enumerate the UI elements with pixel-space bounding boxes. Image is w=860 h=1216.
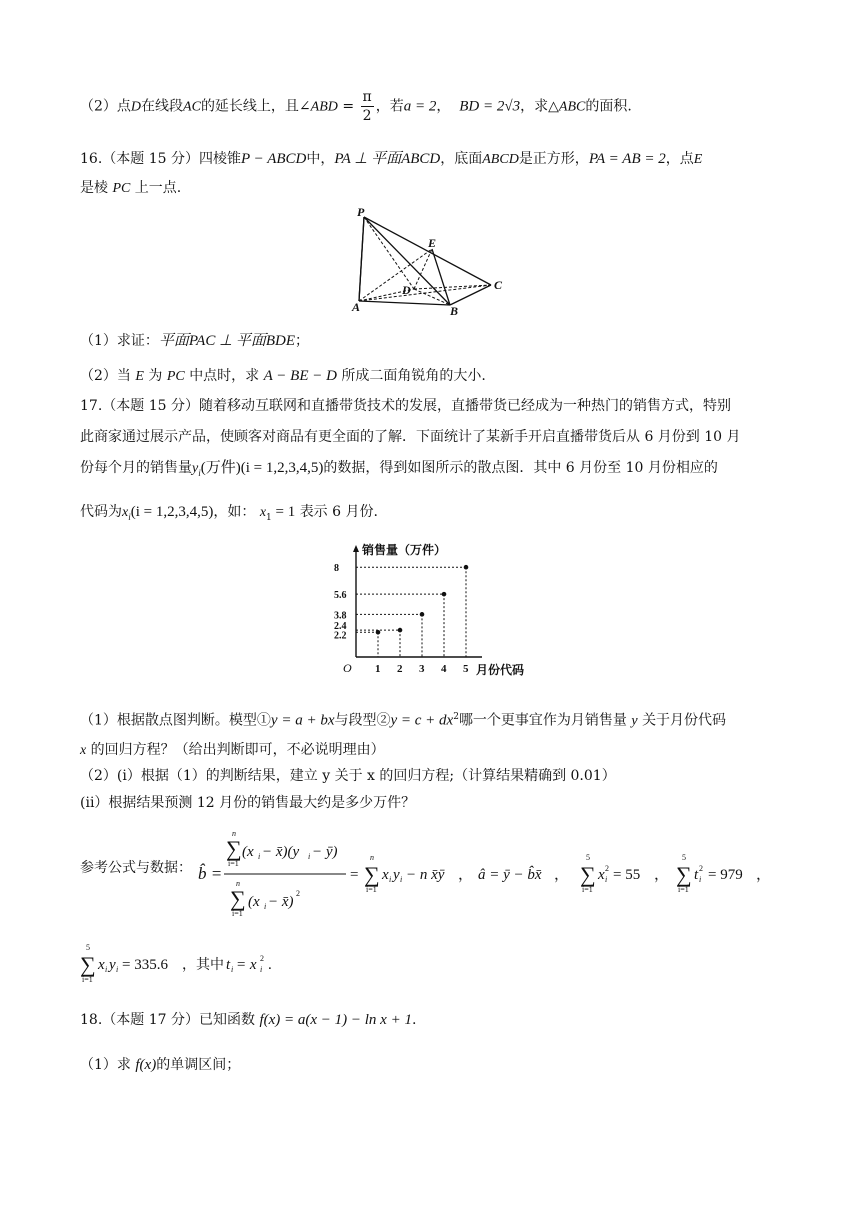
svg-text:i: i	[308, 852, 311, 861]
math: (i = 1,2,3,4,5)	[130, 504, 214, 520]
svg-text:− x̄)(y: − x̄)(y	[262, 844, 300, 860]
denominator: 2	[362, 108, 372, 124]
svg-text:n: n	[370, 853, 374, 862]
svg-text:i=1: i=1	[582, 885, 593, 894]
math: PA ⊥ 平面ABCD	[334, 151, 441, 167]
x-tick-label: 1	[375, 663, 381, 675]
q17-line1: 17.（本题 15 分）随着移动互联网和直播带货技术的发展，直播带货已经成为一种热门的销售方式，特别	[80, 398, 731, 414]
text: 的延长线上，且∠	[200, 98, 311, 115]
numerator: π	[362, 89, 372, 105]
q17-line2: 此商家通过展示产品，使顾客对商品有更全面的了解．下面统计了某新手开启直播带货后从 6 月份到 10 月	[80, 429, 741, 445]
pyramid-figure	[350, 205, 520, 317]
var: E	[135, 369, 144, 384]
svg-text:2: 2	[699, 864, 703, 873]
var: x	[80, 743, 87, 758]
svg-text:∑: ∑	[364, 862, 380, 887]
text: 参考公式与数据：	[80, 860, 192, 876]
ref-eq: = x	[236, 957, 257, 973]
q16-line1	[80, 149, 702, 170]
pi-over-2	[361, 88, 374, 125]
var: D	[130, 99, 142, 115]
label-a: A	[352, 300, 361, 314]
svg-text:i=1: i=1	[228, 859, 239, 868]
origin-label: O	[343, 661, 352, 675]
var: y	[192, 461, 199, 476]
text: ，求△	[520, 98, 559, 115]
svg-text:∑: ∑	[80, 952, 96, 977]
label-d: D	[402, 283, 411, 297]
var: x	[122, 505, 129, 520]
svg-text:y: y	[393, 867, 400, 883]
svg-text:5: 5	[86, 943, 90, 952]
svg-text:i: i	[260, 965, 263, 974]
q17-line4: 代码为$x_i(i = 1,2,3,4,5)$，如： $x_1 = 1$ 表示 6 月份.	[80, 504, 378, 523]
text: 哪一个更事宜作为月销售量	[458, 712, 627, 729]
x-tick-label: 5	[463, 663, 469, 675]
q16-part2	[80, 366, 486, 387]
var: AC	[183, 99, 201, 115]
text: 的回归方程？（给出判断即可，不必说明理由）	[90, 742, 385, 758]
x-tick-label: 2	[397, 663, 403, 675]
data-point	[398, 628, 403, 633]
svg-text:∑: ∑	[676, 862, 692, 887]
text: 的单调区间；	[156, 1057, 241, 1073]
data-point	[376, 630, 381, 635]
text: 表示 6 月份.	[299, 504, 378, 520]
y-tick-label: 2.2	[334, 630, 347, 642]
text: 所成二面角锐角的大小.	[341, 368, 486, 384]
q17-ref	[80, 828, 192, 908]
svg-text:i=1: i=1	[366, 885, 377, 894]
svg-text:，: ，	[756, 867, 772, 883]
svg-text:− n x̄ȳ: − n x̄ȳ	[406, 867, 445, 883]
svg-text:=: =	[350, 867, 359, 883]
sum-t2: = 979	[708, 867, 743, 883]
svg-text:i=1: i=1	[678, 885, 689, 894]
var: ABD	[310, 99, 338, 115]
text: （2）当	[80, 368, 131, 384]
q16-line2	[80, 178, 181, 199]
q18-part1	[80, 1055, 240, 1075]
svg-text:b̂ =: b̂ =	[198, 864, 223, 883]
math: (万件)(i = 1,2,3,4,5)	[200, 460, 324, 476]
var: E	[693, 152, 703, 167]
sum-xy-formula	[76, 940, 336, 990]
ref-t: t	[226, 957, 231, 973]
svg-text:2: 2	[260, 954, 264, 963]
text: 上一点.	[134, 180, 182, 196]
ref-formula	[196, 826, 786, 926]
text: 代码为	[80, 504, 122, 520]
var: PC	[166, 369, 185, 384]
q18-head	[80, 1010, 416, 1030]
math: A − BE − D	[263, 368, 337, 384]
q17-part3: (ii）根据结果预测 12 月份的销售最大约是多少万件？	[80, 795, 416, 811]
text: =	[337, 98, 359, 115]
y-axis-label: 销售量（万件）	[362, 543, 447, 557]
q15-part2	[80, 88, 632, 125]
text: .	[411, 1012, 417, 1028]
svg-text:(x: (x	[242, 844, 254, 860]
svg-text:(x: (x	[248, 894, 260, 910]
svg-text:2: 2	[605, 864, 609, 873]
svg-text:x: x	[98, 957, 105, 973]
svg-text:x: x	[598, 867, 605, 883]
text: ，如：	[213, 504, 256, 520]
text: 与段型②	[334, 712, 391, 729]
var: ABCD	[482, 152, 519, 167]
svg-text:i=1: i=1	[232, 909, 243, 918]
math: PA = AB = 2	[588, 151, 666, 167]
svg-text:i: i	[605, 875, 608, 884]
y-axis-arrow	[353, 545, 359, 552]
svg-text:− ȳ): − ȳ)	[312, 844, 338, 860]
text: （1）求	[80, 1057, 131, 1073]
svg-text:â = ȳ − b̂x̄: â = ȳ − b̂x̄	[478, 867, 542, 883]
svg-text:y: y	[109, 957, 116, 973]
y-tick-label: 8	[334, 563, 339, 575]
svg-text:5: 5	[586, 853, 590, 862]
svg-text:i: i	[389, 875, 392, 884]
text: ，	[436, 98, 451, 115]
data-point	[420, 612, 425, 617]
text: 18.（本题 17 分）已知函数	[80, 1012, 255, 1028]
text: （1）求证：	[80, 333, 159, 349]
svg-text:n: n	[232, 829, 236, 838]
math: a = 2	[403, 98, 437, 115]
text: 份每个月的销售量	[80, 460, 192, 476]
label-b: B	[450, 304, 459, 317]
text: （2）点	[80, 98, 131, 115]
text: 16.（本题 15 分）四棱锥	[80, 151, 241, 167]
q17-line3: 份每个月的销售量$y_i$(万件)(i = 1,2,3,4,5)的数据，得到如图所示的散点图．其中 6 月份至 10 月份相应的	[80, 460, 718, 478]
x-tick-label: 3	[419, 663, 425, 675]
text: 的数据，得到如图所示的散点图．其中 6 月份至 10 月份相应的	[323, 460, 718, 476]
y-tick-label: 5.6	[334, 590, 347, 602]
label-e: E	[428, 236, 437, 250]
svg-text:i: i	[258, 852, 261, 861]
sum-xy: = 335.6	[122, 957, 168, 973]
text: ，点	[665, 151, 694, 167]
q17-part1-line2	[80, 740, 385, 761]
svg-text:x: x	[382, 867, 389, 883]
svg-text:，: ，	[458, 867, 474, 883]
math: 平面PAC ⊥ 平面BDE	[158, 333, 296, 349]
q17-part2: （2）(i）根据（1）的判断结果，建立 y 关于 x 的回归方程;（计算结果精确到 0.01）	[80, 768, 616, 784]
y-tick-label: 2.4	[334, 621, 347, 633]
math: y = a + bx	[270, 712, 335, 729]
math: BD = 2√3	[459, 98, 521, 115]
scatter-chart	[326, 542, 536, 682]
text: 中，	[306, 151, 335, 167]
text: 中点时，求	[189, 368, 260, 384]
svg-text:i: i	[116, 965, 119, 974]
ref-dot: .	[268, 957, 272, 973]
svg-text:2: 2	[296, 889, 300, 898]
q17-part1-line1: （1）根据散点图判断。模型①y = a + bx与段型②y = $c + dx^2$哪一个更事宜作为月销售量 y 关于月份代码	[80, 712, 727, 729]
text: 在线段	[141, 98, 184, 115]
sum-x2: = 55	[613, 867, 641, 883]
svg-text:i: i	[231, 965, 234, 974]
text: 关于月份代码	[642, 712, 727, 729]
math: P − ABCD	[240, 151, 307, 167]
math: = 1	[271, 504, 296, 520]
svg-text:i: i	[699, 875, 702, 884]
text: （1）根据散点图判断。模型①	[80, 712, 271, 729]
svg-text:t: t	[694, 867, 699, 883]
svg-text:∑: ∑	[230, 886, 246, 911]
svg-text:n: n	[236, 879, 240, 888]
svg-text:，: ，	[554, 867, 570, 883]
svg-text:∑: ∑	[226, 836, 242, 861]
label-p: P	[357, 205, 365, 219]
text: 的面积.	[585, 98, 632, 115]
svg-text:i: i	[264, 902, 267, 911]
text: ；	[295, 333, 310, 349]
svg-text:∑: ∑	[580, 862, 596, 887]
math: f(x)	[135, 1057, 157, 1073]
text: 为	[148, 368, 163, 384]
svg-text:，: ，	[654, 867, 670, 883]
data-point	[464, 565, 469, 570]
x-tick-label: 4	[441, 663, 447, 675]
y-tick-label: 3.8	[334, 610, 347, 622]
var: x	[259, 505, 267, 520]
var: ABC	[558, 99, 586, 115]
ref-tail: ，其中	[182, 958, 224, 973]
svg-text:− x̄): − x̄)	[268, 894, 294, 910]
var: y	[631, 713, 638, 729]
text: ，底面	[440, 151, 483, 167]
svg-text:i: i	[105, 965, 108, 974]
text: 是棱	[80, 180, 108, 196]
var: PC	[112, 181, 131, 196]
svg-text:i=1: i=1	[82, 975, 93, 984]
x-axis-label: 月份代码	[476, 663, 525, 677]
text: 是正方形，	[518, 151, 589, 167]
svg-text:5: 5	[682, 853, 686, 862]
text: ，若	[375, 98, 404, 115]
math: f(x) = a(x − 1) − ln x + 1	[259, 1012, 412, 1028]
q16-part1	[80, 331, 309, 351]
label-c: C	[494, 278, 503, 292]
data-point	[442, 592, 447, 597]
svg-text:i: i	[400, 875, 403, 884]
math: y = c + dx	[390, 712, 454, 729]
